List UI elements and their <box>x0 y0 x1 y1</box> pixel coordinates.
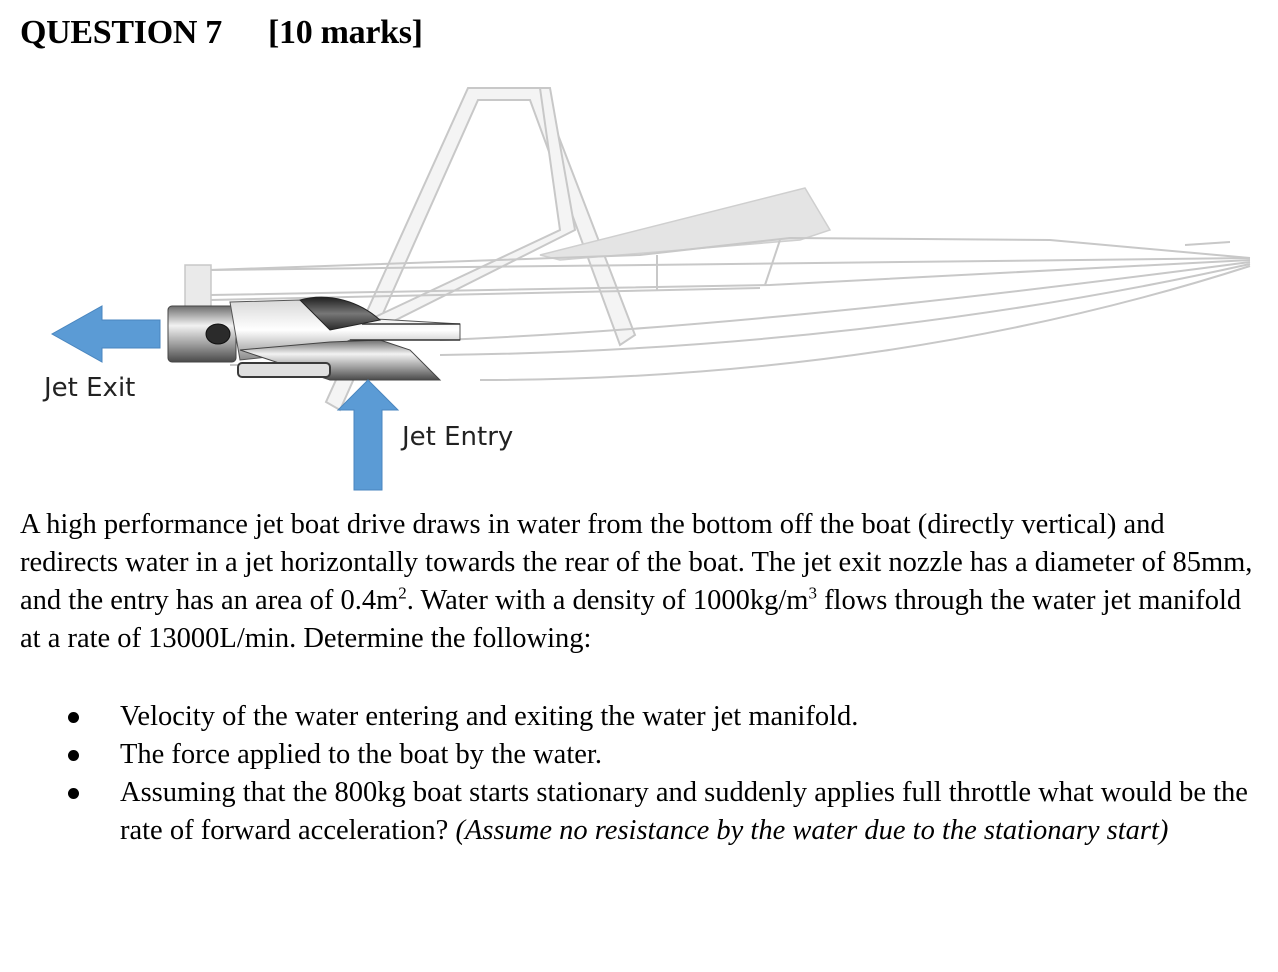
bullet-icon <box>68 712 79 723</box>
task-list <box>0 698 1270 850</box>
jet-exit-arrow <box>52 306 160 362</box>
list-item-note: (Assume no resistance by the water due to the stationary start) <box>455 815 1169 846</box>
jet-entry-label: Jet Entry <box>402 422 514 452</box>
question-marks: [10 marks] <box>268 14 423 51</box>
jet-boat-figure <box>0 80 1278 500</box>
superscript-3: 3 <box>808 583 817 603</box>
problem-text-3: flows through the water jet manifold at a rate of 13000L/min. Determine the following: <box>20 585 1242 654</box>
jet-exit-label: Jet Exit <box>44 373 136 403</box>
list-item-text: Velocity of the water entering and exiting the water jet manifold. <box>120 701 859 732</box>
bullet-icon <box>68 788 79 799</box>
jet-boat-diagram <box>0 80 1278 500</box>
question-heading <box>20 14 423 52</box>
question-number: QUESTION 7 <box>20 14 222 51</box>
problem-text-2: . Water with a density of 1000kg/m <box>406 585 809 616</box>
list-item-text: The force applied to the boat by the water. <box>120 739 602 770</box>
list-item <box>0 736 1270 774</box>
list-item <box>0 774 1270 850</box>
superscript-2: 2 <box>398 583 407 603</box>
list-item <box>0 698 1270 736</box>
problem-statement <box>20 506 1260 658</box>
bullet-icon <box>68 750 79 761</box>
list-item-text: Assuming that the 800kg boat starts stationary and suddenly applies full throttle what would be the rate of forward acceleration? <box>120 777 1248 846</box>
problem-text-1: A high performance jet boat drive draws in water from the bottom off the boat (directly vertical) and redirects water in a jet horizontally towards the rear of the boat. The jet exit nozzle has a diameter of 85mm, and the entry has an area of 0.4m <box>20 509 1253 616</box>
